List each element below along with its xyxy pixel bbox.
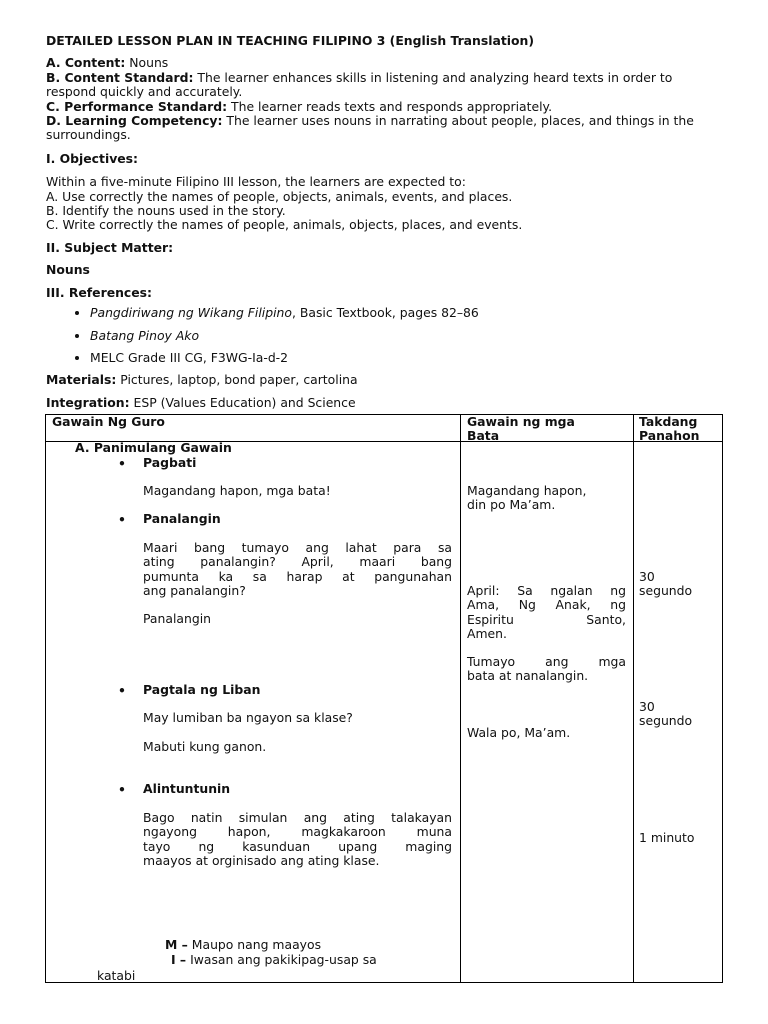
- liban-teacher-1: May lumiban ba ngayon sa klase?: [143, 710, 353, 725]
- rule-m: M – Maupo nang maayos: [165, 937, 322, 952]
- panalangin-teacher-2: Panalangin: [143, 611, 212, 626]
- bullet-icon: •: [118, 782, 126, 797]
- integration-line: [46, 396, 726, 410]
- reference-item: • MELC Grade III CG, F3WG-Ia-d-2: [90, 351, 726, 365]
- liban-teacher-2: Mabuti kung ganon.: [143, 739, 267, 754]
- pagbati-heading: Pagbati: [143, 455, 197, 470]
- alintuntunin-teacher: Bago natin simulan ang ating talakayan ngayong hapon, magkakaroon muna tayo ng kasunduan upang maging maayos at orginisado ang ating klase.: [143, 810, 452, 869]
- lesson-activities-table: [45, 414, 723, 983]
- bullet-icon: •: [118, 683, 126, 698]
- rule-i: I – Iwasan ang pakikipag-usap sa: [171, 952, 377, 967]
- objective-item: B. Identify the nouns used in the story.: [46, 203, 286, 219]
- pagbati-students: Magandang hapon, din po Ma’am.: [467, 483, 587, 513]
- liban-time: 30 segundo: [639, 699, 693, 729]
- rule-i-continuation: katabi: [97, 968, 136, 983]
- learning-competency-line: [46, 114, 726, 143]
- content-value: Nouns: [125, 55, 169, 71]
- alintuntunin-heading: Alintuntunin: [143, 781, 231, 796]
- panalangin-teacher: Maari bang tumayo ang lahat para sa ating panalangin? April, maari bang pumunta ka sa harap at pangunahan ang panalangin?: [143, 540, 452, 599]
- performance-standard-label: C. Performance Standard:: [46, 98, 228, 114]
- references-list: [46, 306, 726, 365]
- objectives-heading: I. Objectives:: [46, 150, 139, 166]
- performance-standard-value: The learner reads texts and responds appropriately.: [227, 98, 553, 114]
- content-standard-line: [46, 71, 726, 100]
- objective-item: A. Use correctly the names of people, objects, animals, events, and places.: [46, 188, 513, 204]
- content-line: [46, 56, 726, 70]
- reference-item: • Pangdiriwang ng Wikang Filipino, Basic Textbook, pages 82–86: [90, 306, 726, 320]
- bullet-icon: •: [118, 456, 126, 471]
- materials-label: Materials:: [46, 372, 117, 388]
- objectives-intro: Within a five-minute Filipino III lesson, the learners are expected to:: [46, 174, 466, 190]
- document-title: DETAILED LESSON PLAN IN TEACHING FILIPINO 3 (English Translation): [46, 33, 535, 48]
- pagbati-teacher: Magandang hapon, mga bata!: [143, 483, 331, 498]
- reference-item: [90, 329, 726, 343]
- panalangin-students-2: Tumayo ang mga bata at nanalangin.: [467, 654, 626, 684]
- header-teacher: Gawain Ng Guro: [52, 414, 165, 429]
- references-heading: III. References:: [46, 284, 153, 300]
- column-divider: [633, 415, 634, 982]
- section-heading: A. Panimulang Gawain: [75, 440, 232, 455]
- reference-title: Pangdiriwang ng Wikang Filipino: [90, 305, 292, 321]
- subject-matter-value: Nouns: [46, 262, 90, 278]
- lesson-plan-header: [46, 34, 726, 410]
- panalangin-students: April: Sa ngalan ng Ama, Ng Anak, ng Espiritu Santo, Amen.: [467, 583, 626, 642]
- header-students: Gawain ng mga Bata: [467, 414, 575, 443]
- materials-line: [46, 373, 726, 387]
- liban-heading: Pagtala ng Liban: [143, 682, 261, 697]
- column-divider: [460, 415, 461, 982]
- panalangin-heading: Panalangin: [143, 511, 221, 526]
- content-label: A. Content:: [46, 55, 126, 71]
- bullet-icon: •: [118, 512, 126, 527]
- integration-value: ESP (Values Education) and Science: [129, 394, 356, 410]
- subject-matter-heading: II. Subject Matter:: [46, 239, 174, 255]
- reference-title: Batang Pinoy Ako: [90, 327, 200, 343]
- header-time: Takdang Panahon: [639, 414, 700, 443]
- alintuntunin-time: 1 minuto: [639, 830, 695, 845]
- content-standard-label: B. Content Standard:: [46, 69, 194, 85]
- learning-competency-value: The learner uses nouns in narrating about people, places, and things in the surroundings.: [46, 113, 694, 143]
- liban-students: Wala po, Ma’am.: [467, 725, 571, 740]
- integration-label: Integration:: [46, 394, 130, 410]
- materials-value: Pictures, laptop, bond paper, cartolina: [116, 372, 358, 388]
- content-standard-value: The learner enhances skills in listening and analyzing heard texts in order to respond quickly and accurately.: [46, 69, 673, 100]
- learning-competency-label: D. Learning Competency:: [46, 113, 223, 129]
- performance-standard-line: [46, 100, 726, 114]
- objective-item: C. Write correctly the names of people, animals, objects, places, and events.: [46, 217, 523, 233]
- panalangin-time: 30 segundo: [639, 569, 693, 599]
